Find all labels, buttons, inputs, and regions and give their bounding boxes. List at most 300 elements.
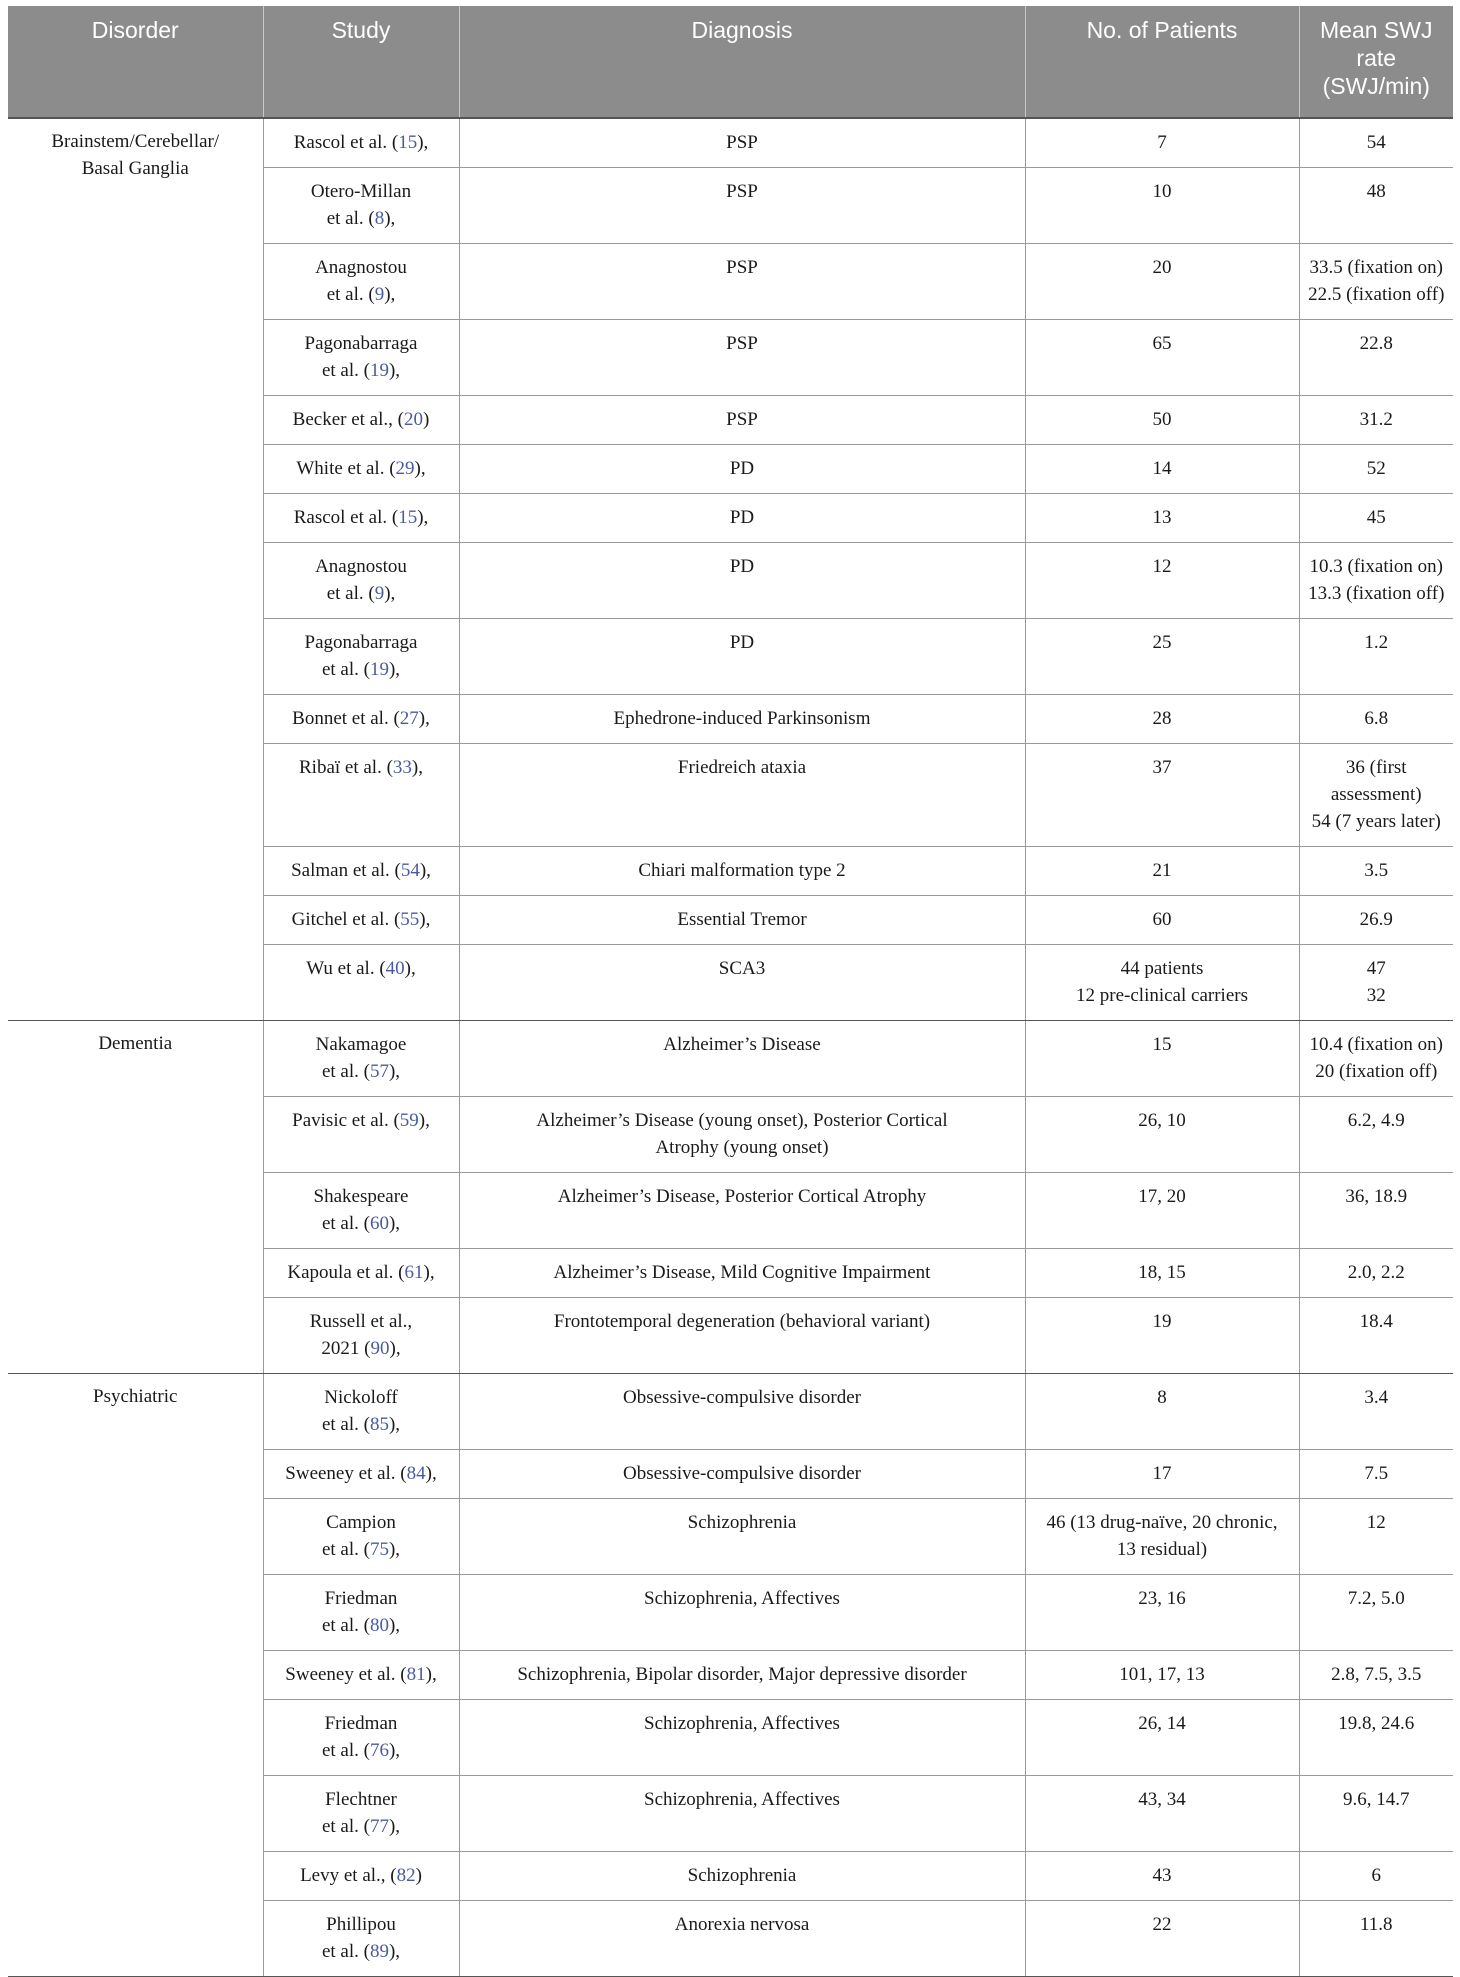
study-text: Pavisic et al. ( [292, 1110, 400, 1131]
patients-cell [1025, 244, 1299, 320]
patients-cell [1025, 695, 1299, 744]
rate-text: 7.2, 5.0 [1347, 1588, 1405, 1609]
rate-text: 6.2, 4.9 [1347, 1110, 1405, 1131]
patients-text: 37 [1152, 757, 1172, 778]
patients-cell [1025, 1901, 1299, 1977]
table-container [8, 6, 1453, 1977]
reference-link[interactable]: 20 [403, 409, 423, 430]
study-line [272, 1460, 451, 1487]
patients-cell [1025, 1298, 1299, 1374]
reference-link[interactable]: 90 [370, 1338, 390, 1359]
patients-text: 10 [1152, 181, 1172, 202]
study-cell [263, 494, 459, 543]
diagnosis-cell [459, 1021, 1025, 1097]
study-text: et al. ( [321, 1213, 370, 1234]
diagnosis-text: PSP [726, 333, 758, 354]
study-line [272, 1585, 451, 1612]
study-line [272, 1107, 451, 1134]
study-text: Flechtner [325, 1789, 397, 1810]
rate-cell [1299, 695, 1453, 744]
study-line [272, 1813, 451, 1840]
diagnosis-cell [459, 1651, 1025, 1700]
study-text: Russell et al., [309, 1311, 413, 1332]
study-line [272, 1536, 451, 1563]
reference-link[interactable]: 55 [400, 909, 420, 930]
reference-link[interactable]: 27 [399, 708, 419, 729]
study-text: et al. ( [321, 1941, 370, 1962]
diagnosis-cell [459, 118, 1025, 168]
diagnosis-text: Frontotemporal degeneration (behavioral variant) [553, 1311, 931, 1332]
reference-link[interactable]: 8 [374, 208, 385, 229]
study-text: et al. ( [321, 1539, 370, 1560]
study-text: ) [422, 409, 430, 430]
rate-text: 3.5 [1364, 860, 1389, 881]
diagnosis-text: Alzheimer’s Disease, Posterior Cortical Atrophy [557, 1186, 927, 1207]
patients-text: 20 [1152, 257, 1172, 278]
study-line [272, 629, 451, 656]
header-row [8, 6, 1453, 118]
patients-text: 21 [1152, 860, 1172, 881]
rate-cell [1299, 1374, 1453, 1450]
rate-cell [1299, 1852, 1453, 1901]
study-cell [263, 445, 459, 494]
study-cell [263, 1575, 459, 1651]
reference-link[interactable]: 59 [399, 1110, 419, 1131]
study-line [272, 455, 451, 482]
diagnosis-text: Essential Tremor [677, 909, 807, 930]
diagnosis-text: SCA3 [718, 958, 766, 979]
study-cell [263, 1298, 459, 1374]
patients-cell [1025, 1575, 1299, 1651]
study-line [272, 754, 451, 781]
study-text: Nickoloff [324, 1387, 398, 1408]
reference-link[interactable]: 77 [369, 1816, 389, 1837]
study-line [272, 1058, 451, 1085]
rate-cell [1299, 1700, 1453, 1776]
study-text: et al. ( [321, 1414, 370, 1435]
study-text: 2021 ( [321, 1338, 371, 1359]
study-line [272, 129, 451, 156]
header-mean-swj-rate-line: (SWJ/min) [1322, 73, 1430, 99]
diagnosis-text: Schizophrenia, Affectives [644, 1588, 840, 1609]
reference-link[interactable]: 80 [369, 1615, 389, 1636]
diagnosis-text: Schizophrenia [687, 1865, 797, 1886]
study-text: Ribaï et al. ( [299, 757, 393, 778]
diagnosis-cell [459, 744, 1025, 847]
study-text: ), [417, 132, 429, 153]
study-line [272, 281, 451, 308]
diagnosis-text: Ephedrone-induced Parkinsonism [613, 708, 871, 729]
study-text: Rascol et al. ( [293, 507, 399, 528]
diagnosis-cell [459, 847, 1025, 896]
reference-link[interactable]: 19 [369, 659, 389, 680]
disorder-label: Psychiatric [93, 1386, 178, 1407]
rate-text: assessment) [1330, 784, 1422, 805]
diagnosis-cell [459, 1852, 1025, 1901]
rate-cell [1299, 1901, 1453, 1977]
study-text: Levy et al., ( [300, 1865, 397, 1886]
diagnosis-cell [459, 1374, 1025, 1450]
rate-text: 31.2 [1359, 409, 1393, 430]
study-text: Rascol et al. ( [293, 132, 399, 153]
study-text: ), [388, 1740, 401, 1761]
rate-text: 6.8 [1364, 708, 1389, 729]
rate-cell [1299, 896, 1453, 945]
study-text: ), [425, 1664, 437, 1685]
study-line [272, 1031, 451, 1058]
study-text: et al. ( [321, 1061, 370, 1082]
diagnosis-cell [459, 1450, 1025, 1499]
diagnosis-cell [459, 896, 1025, 945]
reference-link[interactable]: 54 [400, 860, 420, 881]
header-mean-swj-rate-line: Mean SWJ [1320, 17, 1433, 43]
diagnosis-cell [459, 494, 1025, 543]
study-line [272, 1210, 451, 1237]
reference-link[interactable]: 60 [369, 1213, 389, 1234]
diagnosis-cell [459, 543, 1025, 619]
study-cell [263, 695, 459, 744]
patients-cell [1025, 847, 1299, 896]
patients-cell [1025, 1021, 1299, 1097]
rate-text: 47 [1366, 958, 1386, 979]
rate-text: 9.6, 14.7 [1343, 1789, 1410, 1810]
reference-link[interactable]: 85 [369, 1414, 389, 1435]
reference-link[interactable]: 81 [406, 1664, 426, 1685]
patients-cell [1025, 1450, 1299, 1499]
study-text: ), [384, 208, 396, 229]
study-cell [263, 744, 459, 847]
patients-text: 23, 16 [1138, 1588, 1186, 1609]
study-text: Shakespeare [313, 1186, 409, 1207]
study-text: Anagnostou [315, 257, 407, 278]
rate-text: 22.5 (fixation off) [1308, 284, 1445, 305]
reference-link[interactable]: 89 [369, 1941, 389, 1962]
diagnosis-cell [459, 1249, 1025, 1298]
rate-cell [1299, 1173, 1453, 1249]
reference-link[interactable]: 84 [406, 1463, 426, 1484]
patients-cell [1025, 1374, 1299, 1450]
diagnosis-text: Chiari malformation type 2 [638, 860, 846, 881]
rate-text: 19.8, 24.6 [1338, 1713, 1415, 1734]
rate-cell [1299, 1651, 1453, 1700]
study-text: ), [418, 1110, 430, 1131]
study-text: Gitchel et al. ( [291, 909, 401, 930]
study-text: ), [389, 1338, 401, 1359]
study-text: et al. ( [326, 284, 375, 305]
disorder-cell [8, 1374, 263, 1977]
study-line [272, 178, 451, 205]
patients-text: 101, 17, 13 [1119, 1664, 1205, 1685]
patients-text: 8 [1157, 1387, 1167, 1408]
study-cell [263, 1450, 459, 1499]
study-cell [263, 896, 459, 945]
rate-text: 54 [1366, 132, 1386, 153]
disorder-label: Basal Ganglia [81, 158, 189, 179]
reference-link[interactable]: 75 [369, 1539, 389, 1560]
study-text: ), [419, 909, 431, 930]
patients-cell [1025, 1651, 1299, 1700]
patients-cell [1025, 744, 1299, 847]
diagnosis-cell [459, 244, 1025, 320]
rate-text: 12 [1366, 1512, 1386, 1533]
diagnosis-cell [459, 168, 1025, 244]
header-disorder: Disorder [8, 6, 263, 118]
diagnosis-cell [459, 1575, 1025, 1651]
study-text: ), [417, 507, 429, 528]
diagnosis-cell [459, 1173, 1025, 1249]
study-cell [263, 1374, 459, 1450]
rate-cell [1299, 1575, 1453, 1651]
study-line [272, 406, 451, 433]
patients-cell [1025, 1852, 1299, 1901]
rate-cell [1299, 320, 1453, 396]
rate-text: 36, 18.9 [1345, 1186, 1408, 1207]
table-row [8, 118, 1453, 168]
rate-text: 2.8, 7.5, 3.5 [1331, 1664, 1422, 1685]
diagnosis-cell [459, 1499, 1025, 1575]
diagnosis-cell [459, 1901, 1025, 1977]
study-cell [263, 1776, 459, 1852]
study-text: Campion [326, 1512, 396, 1533]
reference-link[interactable]: 9 [374, 583, 385, 604]
study-cell [263, 1651, 459, 1700]
study-text: ), [388, 1615, 401, 1636]
diagnosis-text: Schizophrenia, Affectives [644, 1713, 840, 1734]
study-cell [263, 320, 459, 396]
study-line [272, 553, 451, 580]
patients-text: 17 [1152, 1463, 1172, 1484]
patients-text: 13 [1152, 507, 1172, 528]
study-line [272, 906, 451, 933]
diagnosis-text: PD [729, 632, 755, 653]
patients-text: 65 [1152, 333, 1172, 354]
patients-cell [1025, 445, 1299, 494]
study-text: ), [388, 1213, 401, 1234]
study-text: ), [423, 1262, 435, 1283]
patients-text: 18, 15 [1138, 1262, 1186, 1283]
rate-cell [1299, 945, 1453, 1021]
reference-link[interactable]: 82 [396, 1865, 416, 1886]
reference-link[interactable]: 15 [398, 507, 418, 528]
study-line [272, 205, 451, 232]
rate-text: 20 (fixation off) [1315, 1061, 1438, 1082]
patients-cell [1025, 1173, 1299, 1249]
rate-text: 6 [1371, 1865, 1381, 1886]
rate-text: 26.9 [1359, 909, 1393, 930]
patients-cell [1025, 494, 1299, 543]
header-mean-swj-rate-line: rate [1356, 45, 1397, 71]
study-text: Salman et al. ( [291, 860, 401, 881]
reference-link[interactable]: 19 [369, 360, 389, 381]
patients-text: 43 [1152, 1865, 1172, 1886]
patients-cell [1025, 619, 1299, 695]
table-header [8, 6, 1453, 118]
study-text: ), [388, 1941, 401, 1962]
study-line [272, 357, 451, 384]
study-text: Pagonabarraga [304, 333, 418, 354]
study-cell [263, 1901, 459, 1977]
reference-link[interactable]: 57 [369, 1061, 389, 1082]
rate-cell [1299, 1249, 1453, 1298]
study-text: Friedman [324, 1713, 398, 1734]
reference-link[interactable]: 61 [404, 1262, 424, 1283]
patients-text: 15 [1152, 1034, 1172, 1055]
study-text: et al. ( [326, 208, 375, 229]
reference-link[interactable]: 33 [392, 757, 412, 778]
patients-cell [1025, 945, 1299, 1021]
study-text: White et al. ( [296, 458, 396, 479]
rate-cell [1299, 1097, 1453, 1173]
patients-cell [1025, 543, 1299, 619]
diagnosis-text: PD [729, 458, 755, 479]
study-text: Kapoula et al. ( [287, 1262, 405, 1283]
study-cell [263, 619, 459, 695]
rate-cell [1299, 494, 1453, 543]
study-line [272, 1737, 451, 1764]
study-cell [263, 1173, 459, 1249]
patients-cell [1025, 1776, 1299, 1852]
diagnosis-text: Alzheimer’s Disease, Mild Cognitive Impairment [553, 1262, 931, 1283]
diagnosis-text: Obsessive-compulsive disorder [623, 1463, 861, 1484]
study-text: ) [415, 1865, 422, 1886]
study-text: Phillipou [326, 1914, 396, 1935]
diagnosis-cell [459, 945, 1025, 1021]
study-cell [263, 1097, 459, 1173]
rate-text: 3.4 [1364, 1387, 1389, 1408]
rate-cell [1299, 168, 1453, 244]
rate-text: 48 [1366, 181, 1386, 202]
diagnosis-cell [459, 1700, 1025, 1776]
diagnosis-cell [459, 320, 1025, 396]
study-text: ), [388, 1061, 401, 1082]
study-text: ), [419, 860, 431, 881]
diagnosis-text: Friedreich ataxia [677, 757, 807, 778]
diagnosis-text: PSP [726, 181, 758, 202]
rate-text: 11.8 [1359, 1914, 1393, 1935]
reference-link[interactable]: 40 [385, 958, 405, 979]
diagnosis-text: Alzheimer’s Disease [663, 1034, 821, 1055]
study-cell [263, 118, 459, 168]
study-text: et al. ( [321, 360, 370, 381]
diagnosis-text: Obsessive-compulsive disorder [623, 1387, 861, 1408]
study-cell [263, 1249, 459, 1298]
rate-text: 2.0, 2.2 [1347, 1262, 1405, 1283]
rate-text: 54 (7 years later) [1311, 811, 1441, 832]
patients-cell [1025, 1249, 1299, 1298]
rate-cell [1299, 445, 1453, 494]
study-line [272, 1661, 451, 1688]
study-cell [263, 168, 459, 244]
diagnosis-text: PSP [726, 257, 758, 278]
study-text: ), [388, 1414, 401, 1435]
study-text: Becker et al., ( [292, 409, 404, 430]
diagnosis-text: PD [729, 556, 755, 577]
reference-link[interactable]: 29 [395, 458, 415, 479]
rate-text: 10.4 (fixation on) [1309, 1034, 1443, 1055]
patients-text: 26, 10 [1138, 1110, 1186, 1131]
rate-text: 45 [1366, 507, 1386, 528]
reference-link[interactable]: 15 [398, 132, 418, 153]
study-cell [263, 1499, 459, 1575]
study-text: ), [384, 284, 396, 305]
rate-cell [1299, 619, 1453, 695]
study-line [272, 1411, 451, 1438]
patients-cell [1025, 896, 1299, 945]
diagnosis-text: Alzheimer’s Disease (young onset), Posterior Cortical [536, 1110, 948, 1131]
patients-text: 17, 20 [1138, 1186, 1186, 1207]
study-line [272, 1183, 451, 1210]
patients-cell [1025, 396, 1299, 445]
study-text: Friedman [324, 1588, 398, 1609]
study-text: Wu et al. ( [306, 958, 386, 979]
study-cell [263, 244, 459, 320]
study-cell [263, 1021, 459, 1097]
study-line [272, 330, 451, 357]
header-diagnosis: Diagnosis [459, 6, 1025, 118]
study-text: Pagonabarraga [304, 632, 418, 653]
study-cell [263, 1852, 459, 1901]
rate-cell [1299, 543, 1453, 619]
patients-text: 60 [1152, 909, 1172, 930]
study-line [272, 705, 451, 732]
rate-text: 33.5 (fixation on) [1309, 257, 1443, 278]
study-text: ), [388, 1816, 401, 1837]
study-line [272, 580, 451, 607]
study-cell [263, 396, 459, 445]
study-text: et al. ( [321, 1816, 370, 1837]
diagnosis-text: Schizophrenia, Bipolar disorder, Major depressive disorder [517, 1664, 967, 1685]
swj-rate-table [8, 6, 1453, 1977]
diagnosis-cell [459, 1776, 1025, 1852]
patients-text: 26, 14 [1138, 1713, 1186, 1734]
study-text: et al. ( [326, 583, 375, 604]
study-line [272, 656, 451, 683]
study-line [272, 1308, 451, 1335]
rate-cell [1299, 118, 1453, 168]
study-text: et al. ( [321, 659, 370, 680]
study-line [272, 1612, 451, 1639]
rate-cell [1299, 1499, 1453, 1575]
patients-cell [1025, 1499, 1299, 1575]
disorder-label: Brainstem/Cerebellar/ [51, 131, 220, 152]
rate-cell [1299, 396, 1453, 445]
patients-text: 12 [1152, 556, 1172, 577]
reference-link[interactable]: 76 [369, 1740, 389, 1761]
study-text: Otero-Millan [310, 181, 412, 202]
study-cell [263, 543, 459, 619]
study-text: ), [388, 360, 401, 381]
study-line [272, 1509, 451, 1536]
patients-cell [1025, 1097, 1299, 1173]
rate-text: 1.2 [1364, 632, 1389, 653]
rate-text: 7.5 [1364, 1463, 1389, 1484]
patients-text: 50 [1152, 409, 1172, 430]
study-line [272, 955, 451, 982]
patients-text: 22 [1152, 1914, 1172, 1935]
diagnosis-text: Anorexia nervosa [674, 1914, 810, 1935]
rate-text: 18.4 [1359, 1311, 1393, 1332]
patients-text: 43, 34 [1138, 1789, 1186, 1810]
study-text: et al. ( [321, 1740, 370, 1761]
patients-cell [1025, 168, 1299, 244]
rate-text: 10.3 (fixation on) [1309, 556, 1443, 577]
study-line [272, 1911, 451, 1938]
patients-text: 19 [1152, 1311, 1172, 1332]
table-row [8, 1021, 1453, 1097]
diagnosis-text: Schizophrenia [687, 1512, 797, 1533]
reference-link[interactable]: 9 [374, 284, 385, 305]
patients-text: 13 residual) [1116, 1539, 1208, 1560]
